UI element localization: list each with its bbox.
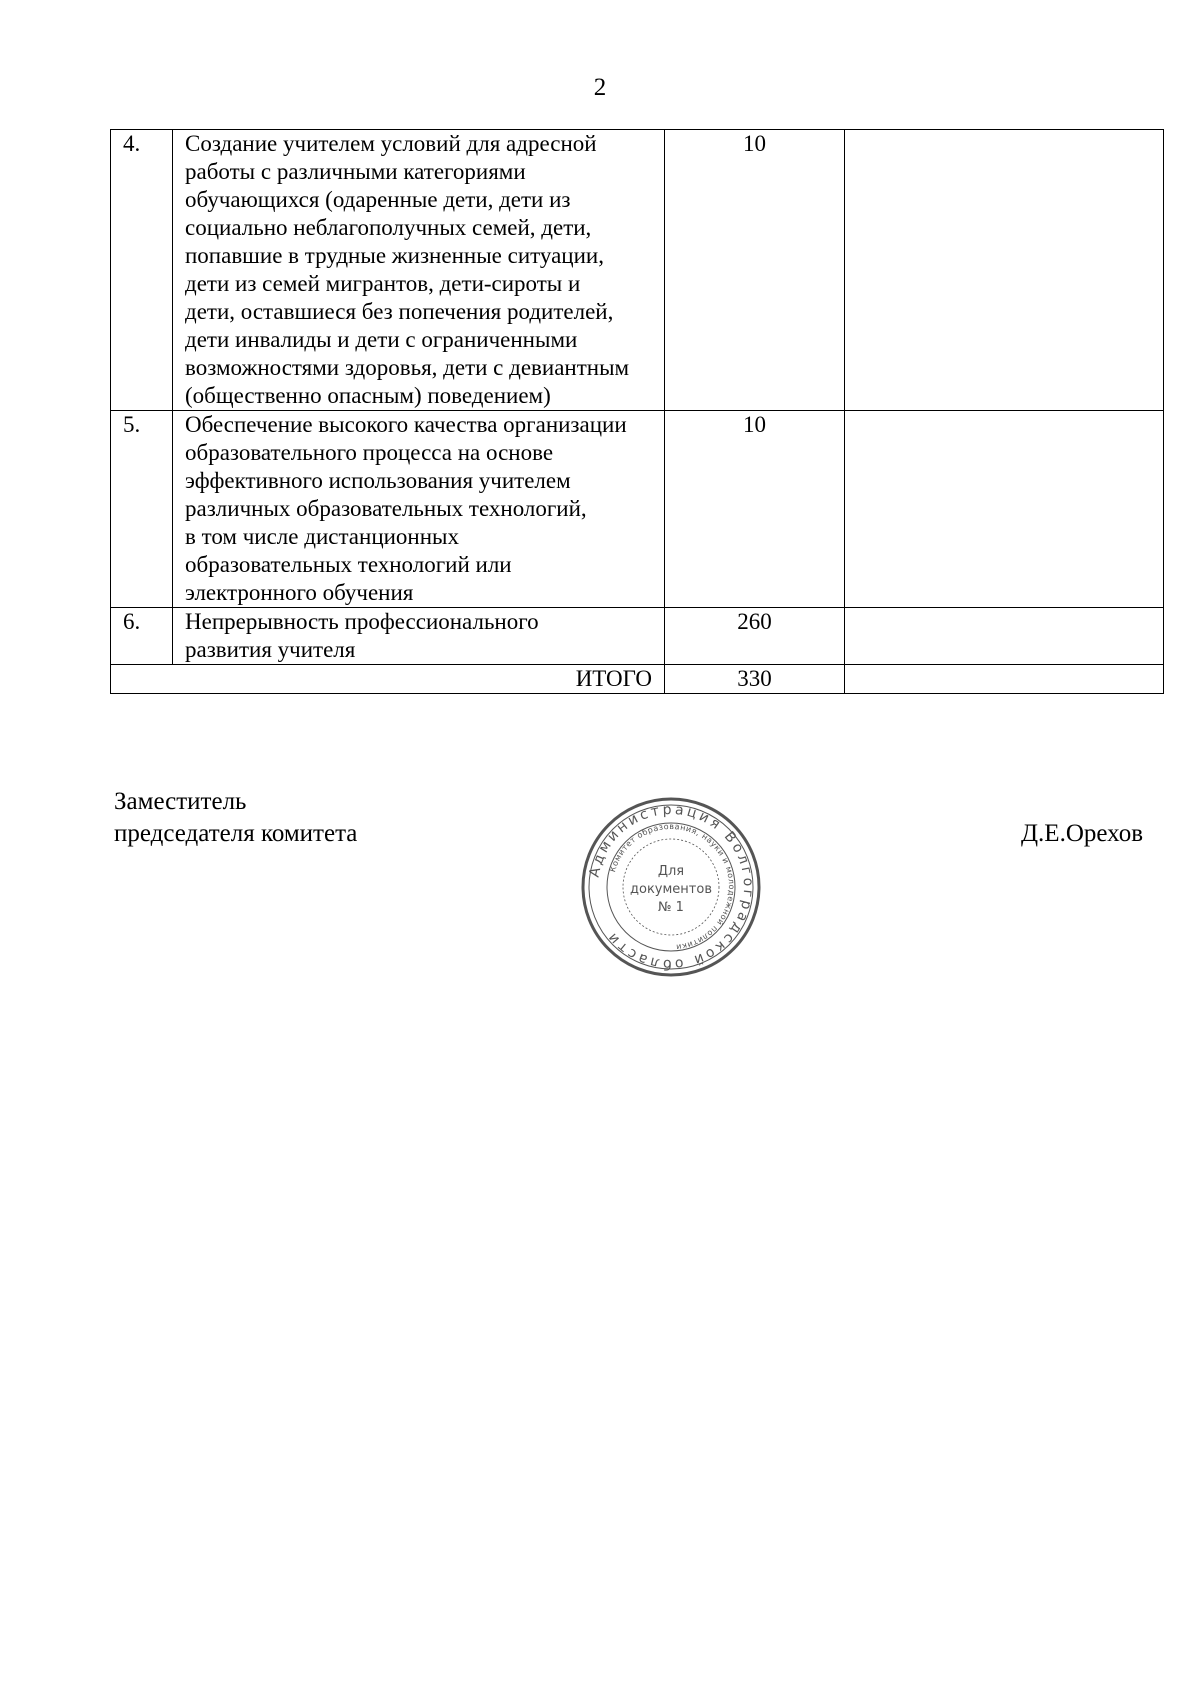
criterion-line: в том числе дистанционных — [185, 524, 460, 549]
total-note — [845, 665, 1164, 694]
row-number: 6. — [111, 608, 173, 665]
total-row — [111, 665, 1164, 694]
criterion-text — [173, 411, 665, 608]
criterion-text — [173, 608, 665, 665]
row-number: 5. — [111, 411, 173, 608]
criterion-line: Обеспечение высокого качества организации — [185, 412, 627, 437]
criterion-line: социально неблагополучных семей, дети, — [185, 215, 592, 240]
table-row — [111, 130, 1164, 411]
signer-position-line: Заместитель — [114, 788, 247, 815]
criterion-line: возможностями здоровья, дети с девиантным — [185, 355, 630, 380]
note-cell — [845, 608, 1164, 665]
criterion-line: дети из семей мигрантов, дети-сироты и — [185, 271, 581, 296]
row-number: 4. — [111, 130, 173, 411]
total-score: 330 — [665, 665, 845, 694]
table-row — [111, 608, 1164, 665]
criterion-line: дети, оставшиеся без попечения родителей, — [185, 299, 614, 324]
criterion-line: образовательных технологий или — [185, 552, 512, 577]
table-row — [111, 411, 1164, 608]
total-label: ИТОГО — [111, 665, 665, 694]
signer-position — [114, 786, 357, 850]
criterion-line: Непрерывность профессионального — [185, 609, 539, 634]
criteria-table — [110, 129, 1164, 694]
criterion-line: эффективного использования учителем — [185, 468, 571, 493]
page-number: 2 — [593, 74, 607, 101]
stamp-center-line: № 1 — [658, 900, 684, 915]
criterion-line: развития учителя — [185, 637, 356, 662]
stamp-center-line: документов — [630, 882, 712, 897]
criterion-line: электронного обучения — [185, 580, 414, 605]
criterion-line: обучающихся (одаренные дети, дети из — [185, 187, 571, 212]
criterion-line: попавшие в трудные жизненные ситуации, — [185, 243, 604, 268]
score-cell: 10 — [665, 411, 845, 608]
official-stamp — [580, 796, 762, 978]
note-cell — [845, 130, 1164, 411]
stamp-center-line: Для — [657, 864, 685, 879]
criterion-line: работы с различными категориями — [185, 159, 526, 184]
signer-name: Д.Е.Орехов — [1021, 820, 1143, 847]
score-cell: 260 — [665, 608, 845, 665]
signer-position-line: председателя комитета — [114, 820, 358, 847]
score-cell: 10 — [665, 130, 845, 411]
criterion-line: (общественно опасным) поведением) — [185, 383, 551, 408]
criterion-line: дети инвалиды и дети с ограниченными — [185, 327, 578, 352]
criterion-line: образовательного процесса на основе — [185, 440, 554, 465]
note-cell — [845, 411, 1164, 608]
stamp-outer-text: Администрация Волгоградской области — [586, 801, 757, 973]
criterion-line: Создание учителем условий для адресной — [185, 131, 597, 156]
criterion-text — [173, 130, 665, 411]
criterion-line: различных образовательных технологий, — [185, 496, 587, 521]
stamp-inner-ring-text: Комитет образования, науки и молодежной политики — [608, 821, 737, 952]
